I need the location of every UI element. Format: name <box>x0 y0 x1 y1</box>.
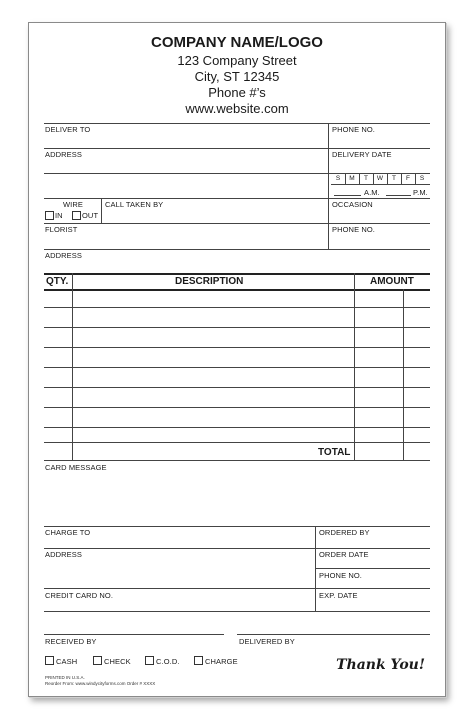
rule <box>315 568 430 569</box>
charge-label: CHARGE <box>205 657 238 666</box>
address-label: ADDRESS <box>45 150 82 159</box>
charge-checkbox[interactable] <box>194 656 203 665</box>
order-form <box>28 22 446 697</box>
table-row[interactable] <box>44 387 430 388</box>
qty-header: QTY. <box>46 276 69 287</box>
received-by-line[interactable] <box>44 634 224 635</box>
amount-header: AMOUNT <box>370 276 414 287</box>
rule <box>315 526 316 611</box>
card-message-label: CARD MESSAGE <box>45 463 107 472</box>
wire-out-label: OUT <box>82 211 99 220</box>
company-website: www.website.com <box>185 101 289 116</box>
cod-checkbox[interactable] <box>145 656 154 665</box>
table-row[interactable] <box>44 327 430 328</box>
rule <box>44 148 430 149</box>
credit-card-label: CREDIT CARD NO. <box>45 591 114 600</box>
rule <box>328 123 329 249</box>
rule <box>44 526 430 527</box>
phone-no-label: PHONE NO. <box>332 125 375 134</box>
delivery-date-label: DELIVERY DATE <box>332 150 392 159</box>
company-name: COMPANY NAME/LOGO <box>151 34 323 51</box>
rule <box>44 249 430 250</box>
rule <box>331 184 430 185</box>
pm-label: P.M. <box>413 188 428 197</box>
cod-label: C.O.D. <box>156 657 180 666</box>
rule <box>44 273 430 275</box>
check-checkbox[interactable] <box>93 656 102 665</box>
rule <box>403 289 404 460</box>
delivered-by-line[interactable] <box>237 634 430 635</box>
table-row[interactable] <box>44 307 430 308</box>
order-date-label: ORDER DATE <box>319 550 369 559</box>
day-box[interactable]: F <box>406 175 410 182</box>
thank-you-text: Thank You! <box>336 657 425 673</box>
check-label: CHECK <box>104 657 131 666</box>
cash-label: CASH <box>56 657 78 666</box>
printed-note: PRINTED IN U.S.A. <box>45 675 85 680</box>
received-by-label: RECEIVED BY <box>45 637 97 646</box>
rule <box>44 588 430 589</box>
day-box[interactable]: T <box>364 175 368 182</box>
reorder-note: Reorder From: www.windycityforms.com Order # XXXX <box>45 681 156 686</box>
am-label: A.M. <box>364 188 380 197</box>
wire-label: WIRE <box>63 200 83 209</box>
delivered-by-label: DELIVERED BY <box>239 637 295 646</box>
day-box[interactable]: T <box>392 175 396 182</box>
rule <box>44 548 430 549</box>
florist-phone-label: PHONE NO. <box>332 225 375 234</box>
table-row[interactable] <box>44 347 430 348</box>
wire-in-checkbox[interactable] <box>45 211 54 220</box>
deliver-to-label: DELIVER TO <box>45 125 91 134</box>
day-box[interactable]: S <box>335 175 341 182</box>
rule <box>329 223 430 224</box>
charge-to-label: CHARGE TO <box>45 528 91 537</box>
cash-checkbox[interactable] <box>45 656 54 665</box>
occasion-label: OCCASION <box>332 200 373 209</box>
am-blank[interactable] <box>334 195 361 196</box>
table-row[interactable] <box>44 442 430 443</box>
company-city: City, ST 12345 <box>194 69 280 84</box>
ordered-by-label: ORDERED BY <box>319 528 370 537</box>
rule <box>44 611 430 612</box>
table-row[interactable] <box>44 427 430 428</box>
company-street: 123 Company Street <box>177 53 297 68</box>
day-box[interactable]: M <box>349 175 355 182</box>
billing-address-label: ADDRESS <box>45 550 82 559</box>
florist-label: FLORIST <box>45 225 78 234</box>
day-box[interactable]: S <box>419 175 425 182</box>
call-taken-by-label: CALL TAKEN BY <box>105 200 164 209</box>
wire-in-label: IN <box>55 211 63 220</box>
rule <box>44 223 330 224</box>
total-label: TOTAL <box>318 447 351 458</box>
rule <box>44 460 430 461</box>
billing-phone-label: PHONE NO. <box>319 571 362 580</box>
table-row[interactable] <box>44 367 430 368</box>
florist-address-label: ADDRESS <box>45 251 82 260</box>
table-row[interactable] <box>44 407 430 408</box>
rule <box>44 289 430 291</box>
pm-blank[interactable] <box>386 195 411 196</box>
company-phone: Phone #’s <box>208 85 266 100</box>
description-header: DESCRIPTION <box>175 276 244 287</box>
exp-date-label: EXP. DATE <box>319 591 358 600</box>
rule <box>44 123 430 124</box>
wire-out-checkbox[interactable] <box>72 211 81 220</box>
rule <box>101 198 102 223</box>
day-box[interactable]: W <box>376 175 384 182</box>
